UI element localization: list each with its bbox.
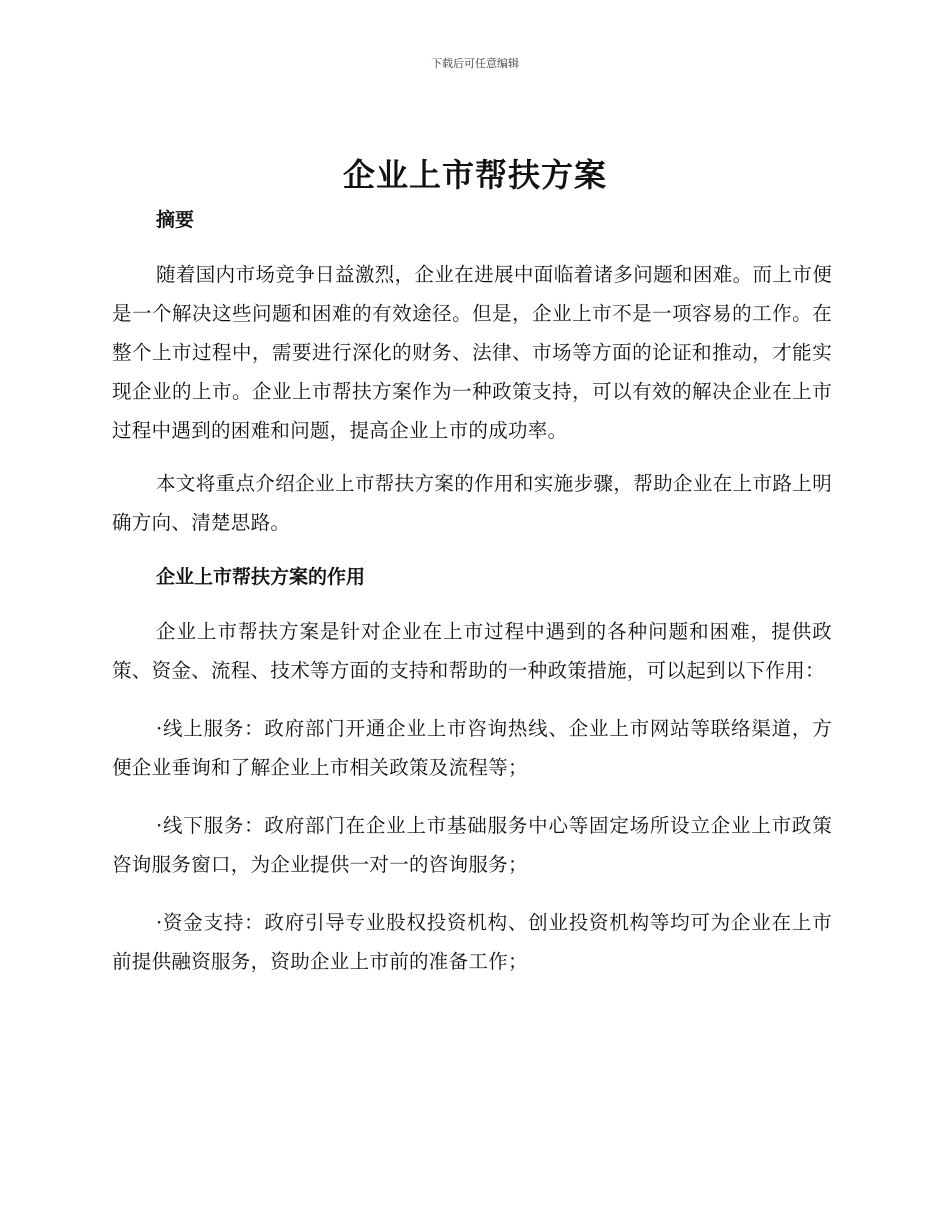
role-intro-paragraph: 企业上市帮扶方案是针对企业在上市过程中遇到的各种问题和困难，提供政策、资金、流程、技术等方面的支持和帮助的一种政策措施，可以起到以下作用：	[112, 620, 832, 682]
bullet-item-funding-support	[112, 903, 832, 981]
abstract-paragraph-1: 随着国内市场竞争日益激烈，企业在进展中面临着诸多问题和困难。而上市便是一个解决这些问题和困难的有效途径。但是，企业上市不是一项容易的工作。在整个上市过程中，需要进行深化的财务、法律、市场等方面的论证和推动，才能实现企业的上市。企业上市帮扶方案作为一种政策支持，可以有效的解决企业在上市过程中遇到的困难和问题，提高企业上市的成功率。	[112, 263, 832, 442]
bullet-dot-icon: ·	[156, 911, 163, 934]
document-body	[112, 205, 832, 1000]
bullet-dot-icon: ·	[156, 814, 163, 837]
bullet-item-offline-service	[112, 806, 832, 884]
role-heading: 企业上市帮扶方案的作用	[156, 566, 366, 588]
bullet-text: 线上服务：政府部门开通企业上市咨询热线、企业上市网站等联络渠道，方便企业垂询和了解企业上市相关政策及流程等；	[112, 717, 832, 779]
bullet-text: 线下服务：政府部门在企业上市基础服务中心等固定场所设立企业上市政策咨询服务窗口，为企业提供一对一的咨询服务；	[112, 814, 832, 876]
bullet-text: 资金支持：政府引导专业股权投资机构、创业投资机构等均可为企业在上市前提供融资服务，资助企业上市前的准备工作；	[112, 911, 832, 973]
bullet-dot-icon: ·	[156, 717, 163, 740]
bullet-item-online-service	[112, 709, 832, 787]
page-header-note: 下载后可任意编辑	[431, 57, 519, 70]
abstract-paragraph-2: 本文将重点介绍企业上市帮扶方案的作用和实施步骤，帮助企业在上市路上明确方向、清楚思路。	[112, 472, 832, 534]
abstract-heading: 摘要	[156, 209, 195, 231]
document-title: 企业上市帮扶方案	[342, 156, 607, 194]
